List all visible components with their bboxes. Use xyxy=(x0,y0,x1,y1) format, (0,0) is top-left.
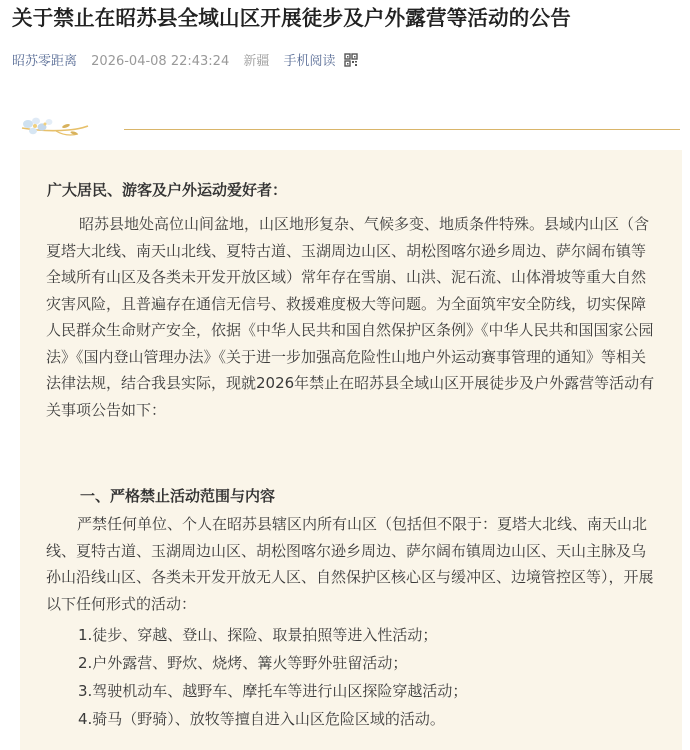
publish-location: 新疆 xyxy=(243,54,270,69)
prohibition-paragraph: 严禁任何单位、个人在昭苏县辖区内所有山区（包括但不限于：夏塔大北线、南天山北线、夏特古道、玉湖周边山区、胡松图喀尔逊乡周边、萨尔阔布镇周边山区、天山主脉及乌孙山沿线山区、各类未开发开放无人区、自然保护区核心区与缓冲区、边境管控区等），开展以下任何形式的活动： xyxy=(46,515,654,613)
list-item: 4.骑马（野骑）、放牧等擅自进入山区危险区域的活动。 xyxy=(78,710,445,728)
qr-code-icon[interactable] xyxy=(344,53,358,67)
account-name-link[interactable]: 昭苏零距离 xyxy=(12,54,78,69)
greeting-heading: 广大居民、游客及户外运动爱好者： xyxy=(47,181,288,199)
section-title: 一、严格禁止活动范围与内容 xyxy=(80,487,276,505)
publish-datetime: 2026-04-08 22:43:24 xyxy=(91,54,230,69)
flower-branch-icon xyxy=(16,110,92,144)
article-title: 关于禁止在昭苏县全域山区开展徒步及户外露营等活动的公告 xyxy=(12,6,571,30)
list-item: 3.驾驶机动车、越野车、摩托车等进行山区探险穿越活动； xyxy=(78,682,468,700)
section-divider xyxy=(124,129,680,130)
list-item: 2.户外露营、野炊、烧烤、篝火等野外驻留活动； xyxy=(78,654,408,672)
mobile-read-link[interactable]: 手机阅读 xyxy=(283,54,336,69)
intro-paragraph: 昭苏县地处高位山间盆地，山区地形复杂、气候多变、地质条件特殊。县域内山区（含夏塔大北线、南天山北线、夏特古道、玉湖周边山区、胡松图喀尔逊乡周边、萨尔阔布镇等全域所有山区及各类未开发开放区域）常年存在雪崩、山洪、泥石流、山体滑坡等重大自然灾害风险，且普遍存在通信无信号、救援难度极大等问题。为全面筑牢安全防线，切实保障人民群众生命财产安全，依据《中华人民共和国自然保护区条例》《中华人民共和国国家公园法》《国内登山管理办法》《关于进一步加强高危险性山地户外运动赛事管理的通知》等相关法律法规，结合我县实际，现就2026年禁止在昭苏县全域山区开展徒步及户外露营等活动有关事项公告如下： xyxy=(46,215,655,419)
list-item: 1.徒步、穿越、登山、探险、取景拍照等进入性活动； xyxy=(78,626,438,644)
article-meta xyxy=(12,52,358,72)
